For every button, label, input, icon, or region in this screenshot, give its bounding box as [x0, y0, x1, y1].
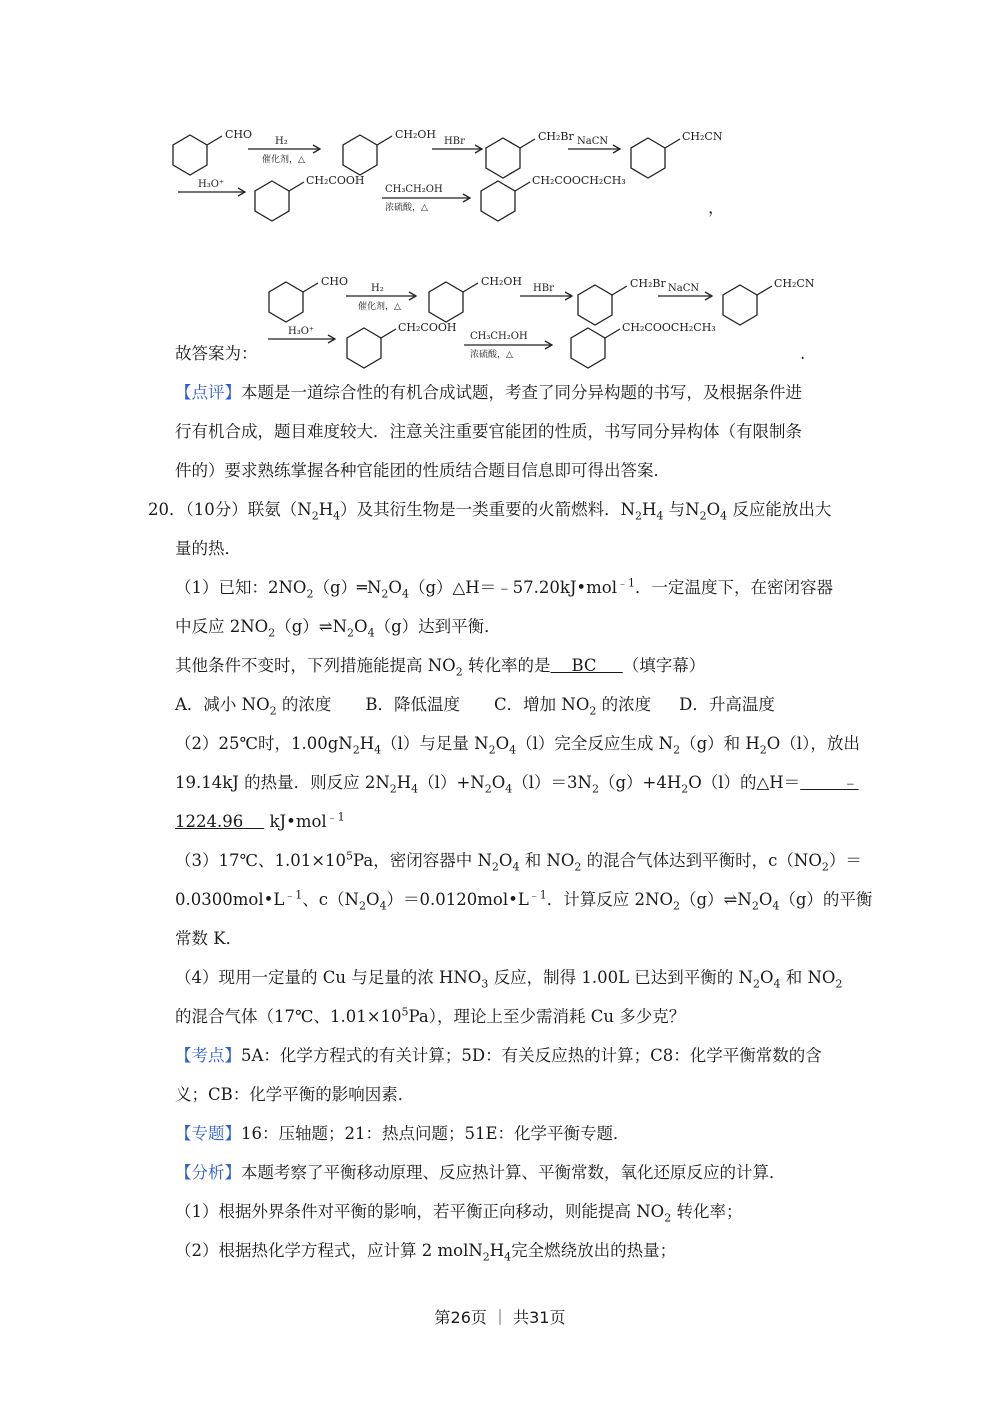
svg-text:CH₂Br: CH₂Br	[630, 277, 666, 290]
svg-text:H₂: H₂	[371, 283, 384, 294]
svg-text:CH₃CH₂OH: CH₃CH₂OH	[470, 331, 528, 342]
kaodian-line-2: 义；CB：化学平衡的影响因素．	[175, 1085, 415, 1104]
q20-part1-answer: BC	[571, 656, 597, 675]
group-ch2cooh: CH₂COOH	[306, 174, 365, 187]
q20-part1-line-1: （1）已知：$2NO_2(g)═N_2O_4(g)\triangle H=﹣57.20kJ•mol^{﹣1}$．一定温度下，在密闭容器	[175, 576, 834, 601]
option-b: B．降低温度	[365, 695, 461, 714]
synthesis-scheme-answer	[258, 265, 818, 370]
reagent-h2so4: 浓硫酸，△	[385, 203, 428, 213]
fenxi-line-3: （2）根据热化学方程式，应计算 2 $molN_2H_4$完全燃绕放出的热量；	[175, 1241, 677, 1264]
svg-text:NaCN: NaCN	[668, 283, 700, 294]
q20-part3-line-3: 常数 K．	[175, 929, 243, 948]
q20-part1-line-2: 中反应 $2NO_2(g)\rightleftharpoons N_2O_4(g)$达到平衡．	[175, 617, 501, 640]
reagent-h2: H₂	[275, 136, 288, 147]
review-line-3: 件的）要求熟练掌握各种官能团的性质结合题目信息即可得出答案．	[175, 461, 670, 480]
q20-part2-answer: 1224.96	[175, 812, 244, 831]
scheme-comma: ，	[708, 198, 725, 217]
svg-text:浓硫酸，△: 浓硫酸，△	[470, 350, 513, 360]
benzene-ring-4	[631, 138, 665, 178]
review-line-1: 【点评】本题是一道综合性的有机合成试题，考查了同分异构题的书写，及根据条件进	[175, 383, 802, 402]
group-ch2oh: CH₂OH	[395, 128, 437, 141]
group-ch2cn: CH₂CN	[682, 130, 723, 143]
q20-number: 20．（10分）	[148, 500, 248, 519]
review-tag: 【点评】	[175, 383, 241, 402]
svg-text:CH₂COOCH₂CH₃: CH₂COOCH₂CH₃	[622, 321, 716, 334]
fenxi-line-2: （1）根据外界条件对平衡的影响，若平衡正向移动，则能提高 $NO_2$ 转化率；	[175, 1202, 743, 1225]
benzene-ring-1	[173, 135, 207, 175]
review-line-2: 行有机合成，题目难度较大．注意关注重要官能团的性质，书写同分异构体（有限制条	[175, 422, 802, 441]
q20-part2-line-2: 19.14kJ 的热量．则反应 $2N_2H_4(l)+N_2O_4(l)=3N_2(g)+4H_2O(l)$的△H＝ ﹣	[175, 773, 859, 796]
q20-part3-line-2: $0.0300mol•L^{﹣1}$、$c(N_2O_4)=0.0120mol•L^{﹣1}$．计算反应 $2NO_2(g)\rightleftharpoons N_2O_4(g)$的平衡	[175, 888, 873, 913]
reagent-catalyst: 催化剂，△	[262, 155, 305, 165]
group-cho: CHO	[225, 128, 253, 141]
fenxi-tag: 【分析】	[175, 1163, 241, 1182]
svg-text:CH₂CN: CH₂CN	[774, 277, 815, 290]
q20-part2-answer-start: ﹣	[842, 773, 859, 792]
option-c: C．增加 $NO_2$ 的浓度	[494, 695, 652, 718]
benzene-ring-5	[255, 181, 289, 221]
q20-intro-line-2: 量的热．	[175, 539, 241, 558]
q20-options	[175, 693, 775, 717]
q20-part2-line-3: 1224.96 kJ•mol$^{﹣1}$	[175, 810, 345, 831]
q20-part4-line-2: 的混合气体（17℃、$1.01\times 10^5Pa$），理论上至少需消耗 Cu 多少克？	[175, 1005, 686, 1026]
reagent-hbr: HBr	[444, 136, 465, 147]
q20-intro-line-1: 20．（10分）联氨$(N_2H_4)$及其衍生物是一类重要的火箭燃料．$N_2H_4$ 与$N_2O_4$ 反应能放出大	[148, 500, 832, 523]
group-ch2br: CH₂Br	[538, 130, 574, 143]
reagent-ethanol: CH₃CH₂OH	[385, 184, 443, 195]
option-a: A．减小 $NO_2$ 的浓度	[175, 695, 332, 718]
benzene-ring-3	[486, 138, 520, 178]
q20-part4-line-1: （4）现用一定量的 Cu 与足量的浓 $HNO_3$ 反应，制得 1.00L 已达到平衡的 $N_2O_4$ 和 $NO_2$	[175, 968, 843, 991]
reagent-h3o: H₃O⁺	[198, 179, 225, 190]
benzene-ring-2	[343, 135, 377, 175]
synthesis-scheme-top	[170, 118, 730, 223]
page-footer: 第26页 ｜ 共31页	[434, 1308, 566, 1327]
svg-text:CH₂COOH: CH₂COOH	[398, 321, 457, 334]
scheme-period: .	[800, 344, 806, 363]
option-d: D．升高温度	[679, 695, 775, 714]
svg-text:CHO: CHO	[321, 275, 349, 288]
svg-text:CH₂OH: CH₂OH	[481, 275, 523, 288]
kaodian-line-1: 【考点】5A：化学方程式的有关计算；5D：有关反应热的计算；C8：化学平衡常数的含	[175, 1046, 822, 1065]
svg-text:HBr: HBr	[533, 283, 554, 294]
group-ester: CH₂COOCH₂CH₃	[532, 174, 626, 187]
zhuanti-line: 【专题】16：压轴题；21：热点问题；51E：化学平衡专题．	[175, 1124, 630, 1143]
fenxi-line-1: 【分析】本题考察了平衡移动原理、反应热计算、平衡常数，氧化还原反应的计算．	[175, 1163, 786, 1182]
kaodian-tag: 【考点】	[175, 1046, 241, 1065]
q20-part3-line-1: （3）17℃、$1.01\times 10^5Pa$，密闭容器中 $N_2O_4$ 和 $NO_2$ 的混合气体达到平衡时，$c(NO_2)=$	[175, 849, 862, 874]
q20-part2-line-1: （2）25℃时，$1.00gN_2H_4(l)$与足量 $N_2O_4(l)$完全反应生成 $N_2(g)$和 $H_2O(l)$，放出	[175, 734, 860, 757]
svg-text:H₃O⁺: H₃O⁺	[288, 326, 315, 337]
benzene-ring-6	[481, 181, 515, 221]
answer-label: 故答案为：	[175, 344, 258, 363]
q20-part1-line-3: 其他条件不变时，下列措施能提高 $NO_2$ 转化率的是 BC （填字幕）	[175, 656, 706, 679]
svg-text:催化剂，△: 催化剂，△	[358, 302, 401, 312]
reagent-nacn: NaCN	[577, 136, 609, 147]
zhuanti-tag: 【专题】	[175, 1124, 241, 1143]
